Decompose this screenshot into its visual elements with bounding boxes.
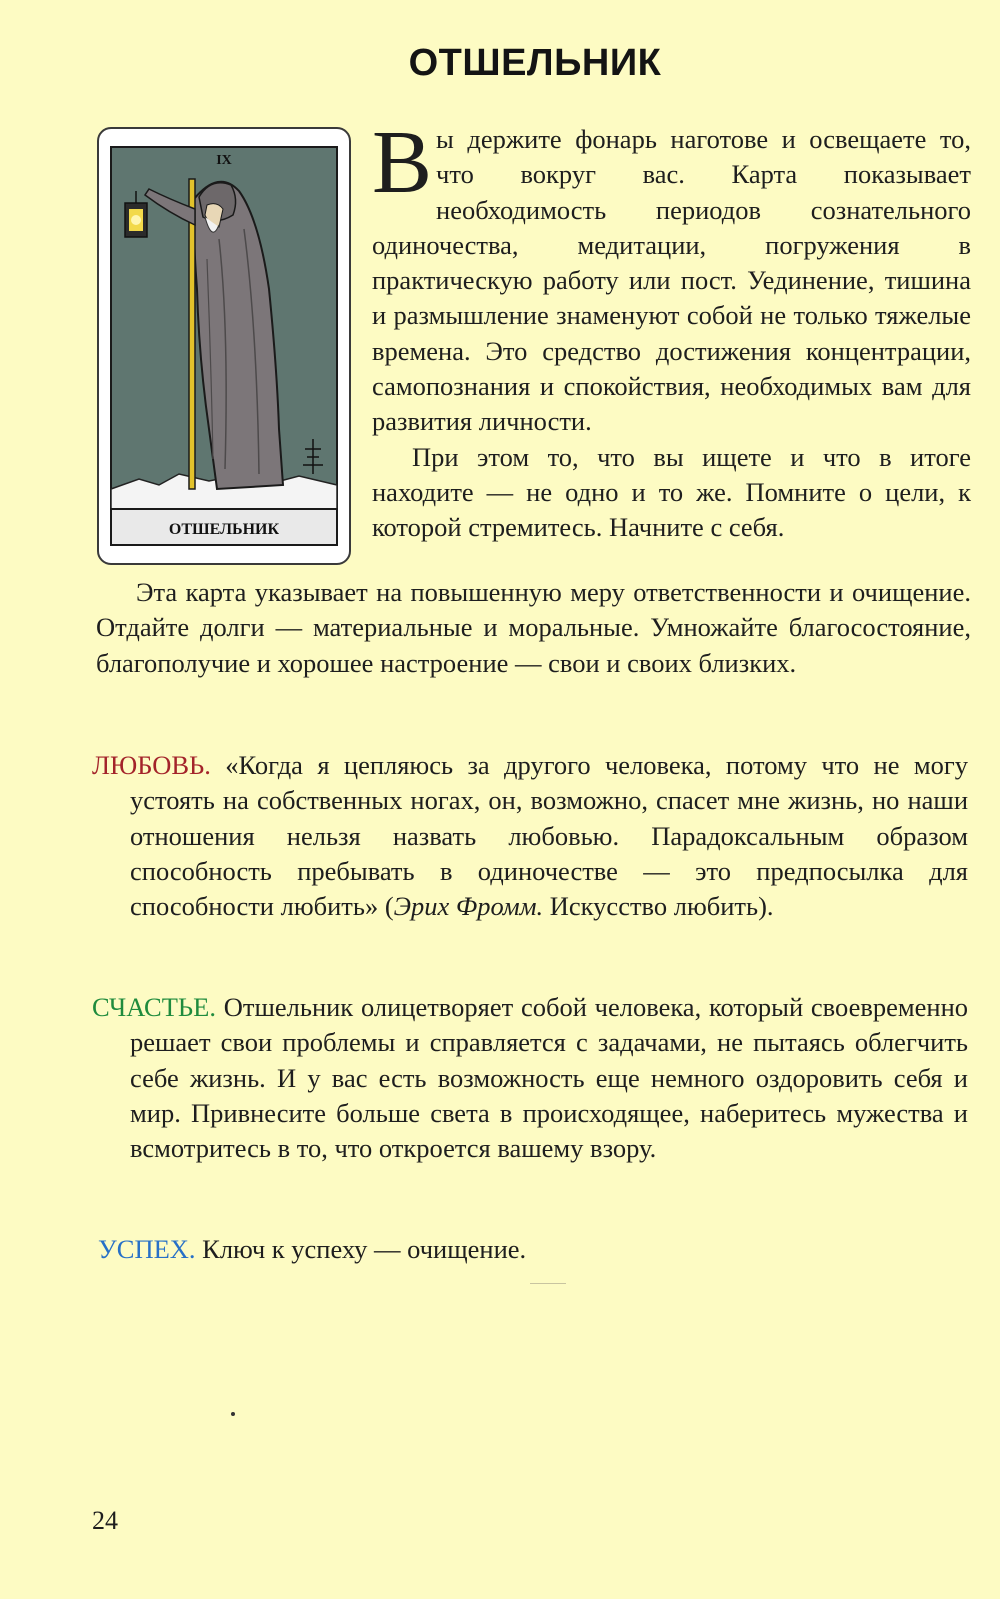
love-text: «Когда я цепляюсь за другого человека, потому что не могу устоять на собственных ногах, он, возможно, спасет мне жизнь, но наши отношения нельзя назвать любовью. Парадоксальным образом способность пребывать в одиночестве — это предпосылка для способности любить» (: [130, 750, 969, 922]
stray-mark: [530, 1283, 566, 1284]
happiness-section: [92, 990, 968, 1166]
card-numeral: IX: [216, 153, 232, 168]
paragraph-2: При этом то, что вы ищете и что в итоге находите — не одно и то же. Помните о цели, к которой стремитесь. Начните с себя.: [372, 441, 971, 543]
love-book: Искусство любить).: [543, 891, 774, 922]
success-section: [98, 1232, 974, 1267]
intro-text: [96, 113, 971, 681]
card-caption: ОТШЕЛЬНИК: [168, 521, 280, 538]
success-text: Ключ к успеху — очищение.: [202, 1234, 527, 1264]
paragraph-3: Эта карта указывает на повышенную меру ответственности и очищение. Отдайте долги — материальные и моральные. Умножайте благосостояние, благополучие и хорошее настроение — свои и своих близких.: [96, 577, 971, 678]
happiness-label: СЧАСТЬЕ.: [92, 992, 216, 1022]
page-number: 24: [92, 1506, 118, 1535]
page-title: ОТШЕЛЬНИК: [408, 42, 662, 84]
dropcap: В: [372, 113, 433, 212]
paragraph-1-text: ы держите фонарь наготове и освещаете то, что вокруг вас. Карта показывает необходимость периодов сознательного одиночества, медитации, погружения в практическую работу или пост. Уединение, тишина и размышление знаменуют собой не только тяжелые времена. Это средство достижения концентрации, самопознания и спокойствия, необходимых вам для развития личности.: [372, 124, 971, 437]
love-section: [92, 748, 968, 924]
love-citation: Эрих Фромм.: [393, 891, 544, 922]
stray-dot: [231, 1412, 235, 1416]
success-label: УСПЕХ.: [98, 1234, 196, 1264]
love-label: ЛЮБОВЬ.: [92, 750, 211, 780]
happiness-text: Отшельник олицетворяет собой человека, который своевременно решает свои проблемы и справляется с задачами, не пытаясь облегчить себе жизнь. И у вас есть возможность еще немного оздоровить себя и мир. Привнесите больше света в происходящее, наберитесь мужества и всмотритесь в то, что откроется вашему взору.: [130, 992, 969, 1164]
